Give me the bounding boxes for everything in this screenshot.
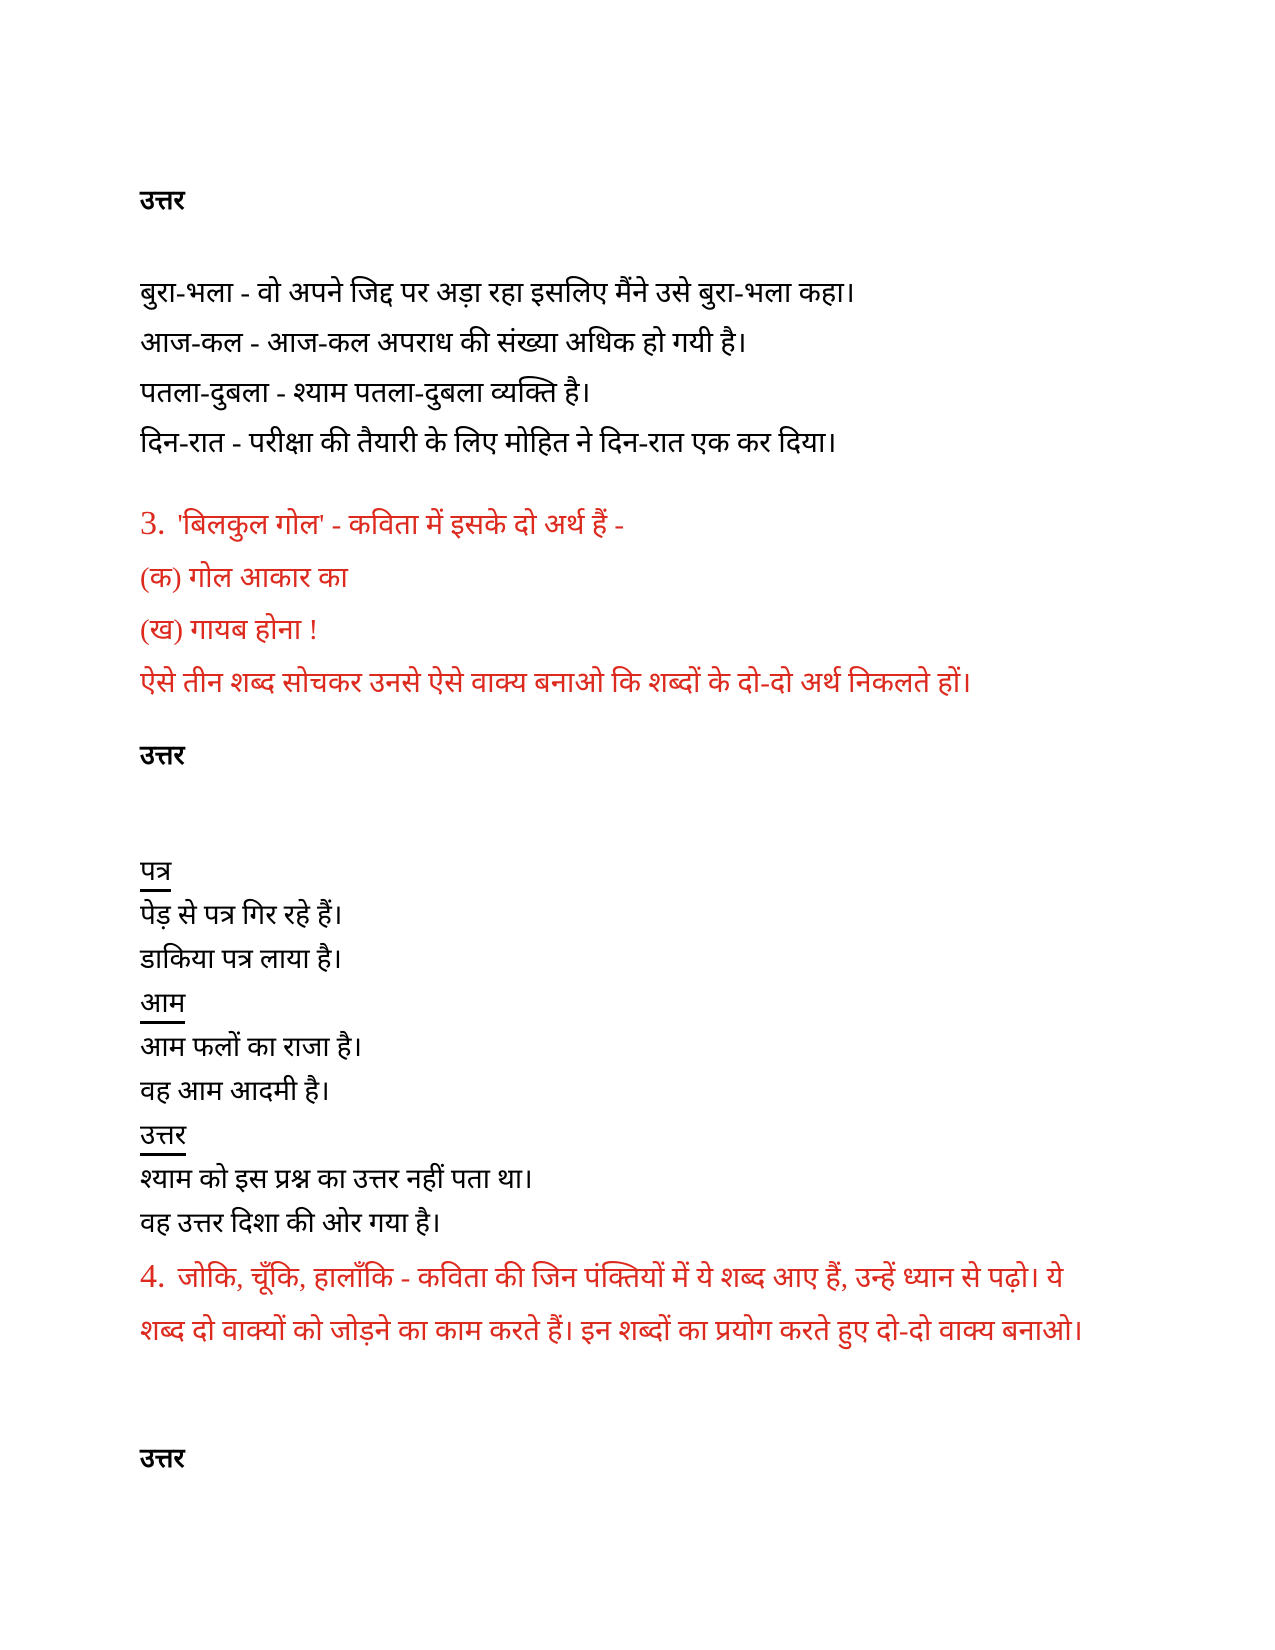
question-3-intro: 'बिलकुल गोल' - कविता में इसके दो अर्थ हैं -: [177, 509, 625, 541]
underlined-word: उत्तर: [140, 1121, 186, 1156]
question-3: [140, 498, 1155, 709]
sentence-line: वह उत्तर दिशा की ओर गया है।: [140, 1208, 441, 1239]
question-3-number: 3.: [140, 505, 166, 542]
underlined-word: आम: [140, 989, 185, 1024]
answer-line: पतला-दुबला - श्याम पतला-दुबला व्यक्ति है।: [140, 377, 591, 409]
question-3-option-b: (ख) गायब होना !: [140, 614, 319, 646]
answer1-block: [140, 268, 1155, 468]
word-heading: [140, 982, 1155, 1026]
word-heading: [140, 1114, 1155, 1158]
answer3-block: [140, 850, 1155, 1246]
word-heading: [140, 850, 1155, 894]
answer-heading-2: उत्तर: [140, 740, 185, 770]
question-4: [140, 1251, 1155, 1357]
question-3-intro-line: [140, 498, 1155, 552]
question-4-line-1: [140, 1251, 1155, 1305]
answer-heading-3: उत्तर: [140, 1443, 185, 1473]
question-4-line-2: शब्द दो वाक्यों को जोड़ने का काम करते हैं। इन शब्दों का प्रयोग करते हुए दो-दो वाक्य बनाओ।: [140, 1314, 1083, 1347]
answer-line: दिन-रात - परीक्षा की तैयारी के लिए मोहित ने दिन-रात एक कर दिया।: [140, 427, 837, 459]
answer-heading-1: उत्तर: [140, 185, 185, 215]
question-4-number: 4.: [140, 1258, 166, 1295]
sentence-line: वह आम आदमी है।: [140, 1076, 330, 1107]
sentence-line: श्याम को इस प्रश्न का उत्तर नहीं पता था।: [140, 1164, 533, 1195]
sentence-line: डाकिया पत्र लाया है।: [140, 944, 343, 975]
underlined-word: पत्र: [140, 857, 171, 892]
question-3-option-a: (क) गोल आकार का: [140, 561, 348, 594]
sentence-line: पेड़ से पत्र गिर रहे हैं।: [140, 900, 343, 931]
question-4-text-1: जोकि, चूँकि, हालाँकि - कविता की जिन पंक्तियों में ये शब्द आए हैं, उन्हें ध्यान से पढ़ो। ये: [177, 1262, 1064, 1294]
sentence-line: आम फलों का राजा है।: [140, 1032, 363, 1063]
answer-line: आज-कल - आज-कल अपराध की संख्या अधिक हो गयी है।: [140, 327, 747, 359]
question-3-instruction: ऐसे तीन शब्द सोचकर उनसे ऐसे वाक्य बनाओ कि शब्दों के दो-दो अर्थ निकलते हों।: [140, 666, 972, 699]
answer-line: बुरा-भला - वो अपने जिद्द पर अड़ा रहा इसलिए मैंने उसे बुरा-भला कहा।: [140, 277, 855, 309]
